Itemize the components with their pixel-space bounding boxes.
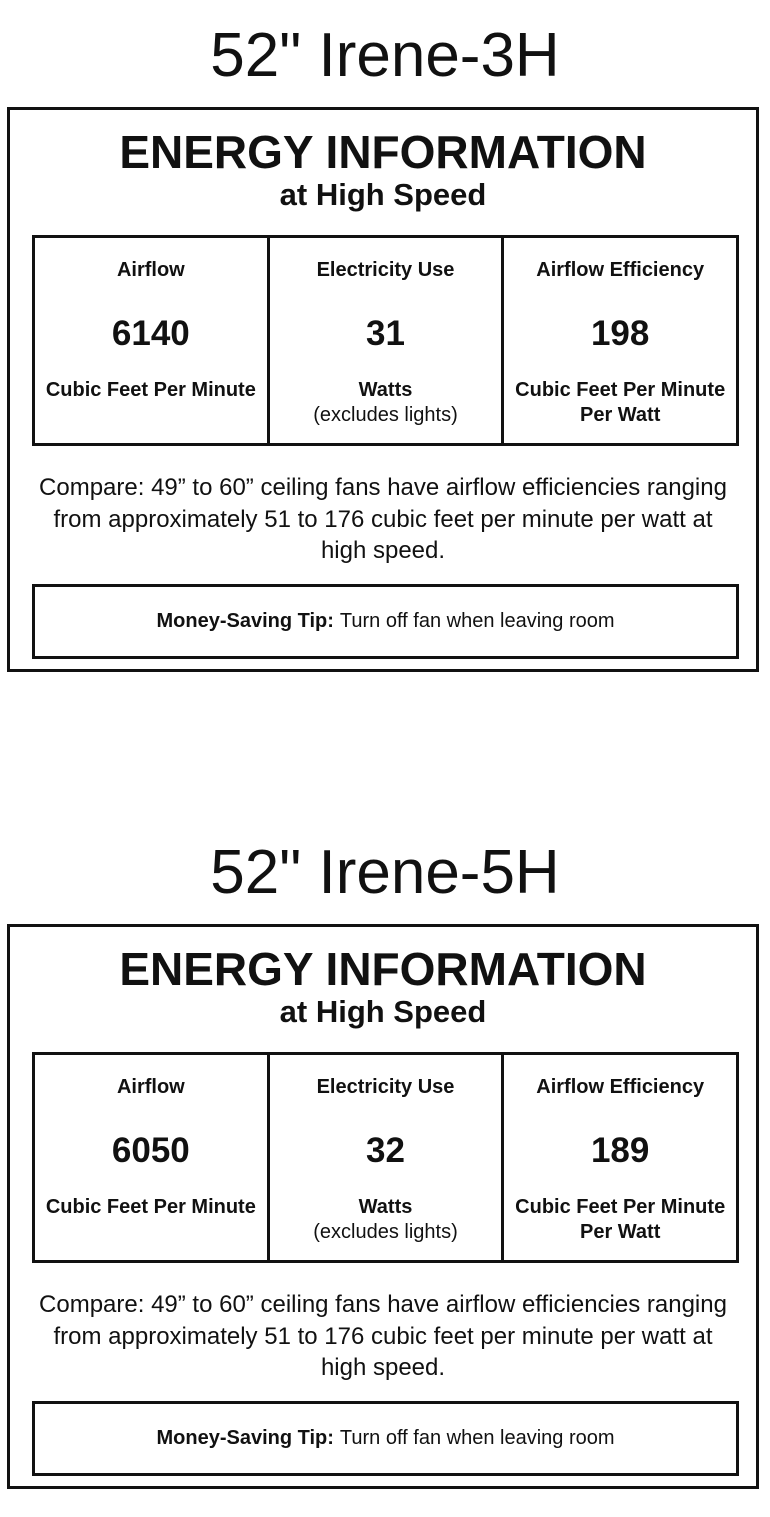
model-title: 52" Irene-3H xyxy=(210,21,560,90)
money-saving-tip xyxy=(32,1401,739,1476)
model-title: 52" Irene-5H xyxy=(210,838,560,907)
metric-value: 198 xyxy=(590,314,650,353)
product-irene-3h xyxy=(0,0,770,700)
label-heading: ENERGY INFORMATION xyxy=(119,126,647,178)
label-subheading: at High Speed xyxy=(279,994,487,1029)
metric-name: Airflow xyxy=(116,1076,185,1098)
metrics-grid xyxy=(32,1052,739,1263)
energy-label xyxy=(7,107,759,672)
metric-unit: Cubic Feet Per Minute xyxy=(45,379,256,401)
metric-airflow-efficiency xyxy=(504,238,736,443)
metric-name: Electricity Use xyxy=(316,1076,455,1098)
metric-value: 31 xyxy=(366,314,405,353)
metric-electricity-use xyxy=(270,1055,505,1260)
metric-value: 6140 xyxy=(111,314,190,353)
label-subheading: at High Speed xyxy=(279,177,487,212)
product-irene-5h xyxy=(0,817,770,1517)
metric-airflow xyxy=(35,1055,270,1260)
compare-text: Compare: 49” to 60” ceiling fans have airflow efficiencies ranging from approximately 51 to 176 cubic feet per minute per watt at high speed. xyxy=(39,474,727,564)
metric-name: Airflow xyxy=(116,259,185,281)
label-heading: ENERGY INFORMATION xyxy=(119,943,647,995)
compare-text: Compare: 49” to 60” ceiling fans have airflow efficiencies ranging from approximately 51 to 176 cubic feet per minute per watt at high speed. xyxy=(39,1291,727,1381)
metric-unit: Cubic Feet Per Minute Per Watt xyxy=(515,1196,726,1243)
metric-note: (excludes lights) xyxy=(313,1221,458,1243)
metric-value: 6050 xyxy=(111,1131,190,1170)
metric-note: (excludes lights) xyxy=(313,404,458,426)
tip-label: Money-Saving Tip: xyxy=(156,1427,334,1449)
metric-unit: Watts xyxy=(358,1196,413,1218)
tip-label: Money-Saving Tip: xyxy=(156,610,334,632)
tip-text: Turn off fan when leaving room xyxy=(339,610,615,632)
metric-name: Airflow Efficiency xyxy=(536,1076,705,1098)
metric-name: Airflow Efficiency xyxy=(536,259,705,281)
energy-label xyxy=(7,924,759,1489)
metric-unit: Cubic Feet Per Minute xyxy=(45,1196,256,1218)
metric-name: Electricity Use xyxy=(316,259,455,281)
metric-unit: Watts xyxy=(358,379,413,401)
metric-airflow-efficiency xyxy=(504,1055,736,1260)
metrics-grid xyxy=(32,235,739,446)
metric-value: 189 xyxy=(590,1131,650,1170)
metric-value: 32 xyxy=(366,1131,405,1170)
metric-unit: Cubic Feet Per Minute Per Watt xyxy=(515,379,726,426)
money-saving-tip xyxy=(32,584,739,659)
metric-electricity-use xyxy=(270,238,505,443)
metric-airflow xyxy=(35,238,270,443)
tip-text: Turn off fan when leaving room xyxy=(339,1427,615,1449)
